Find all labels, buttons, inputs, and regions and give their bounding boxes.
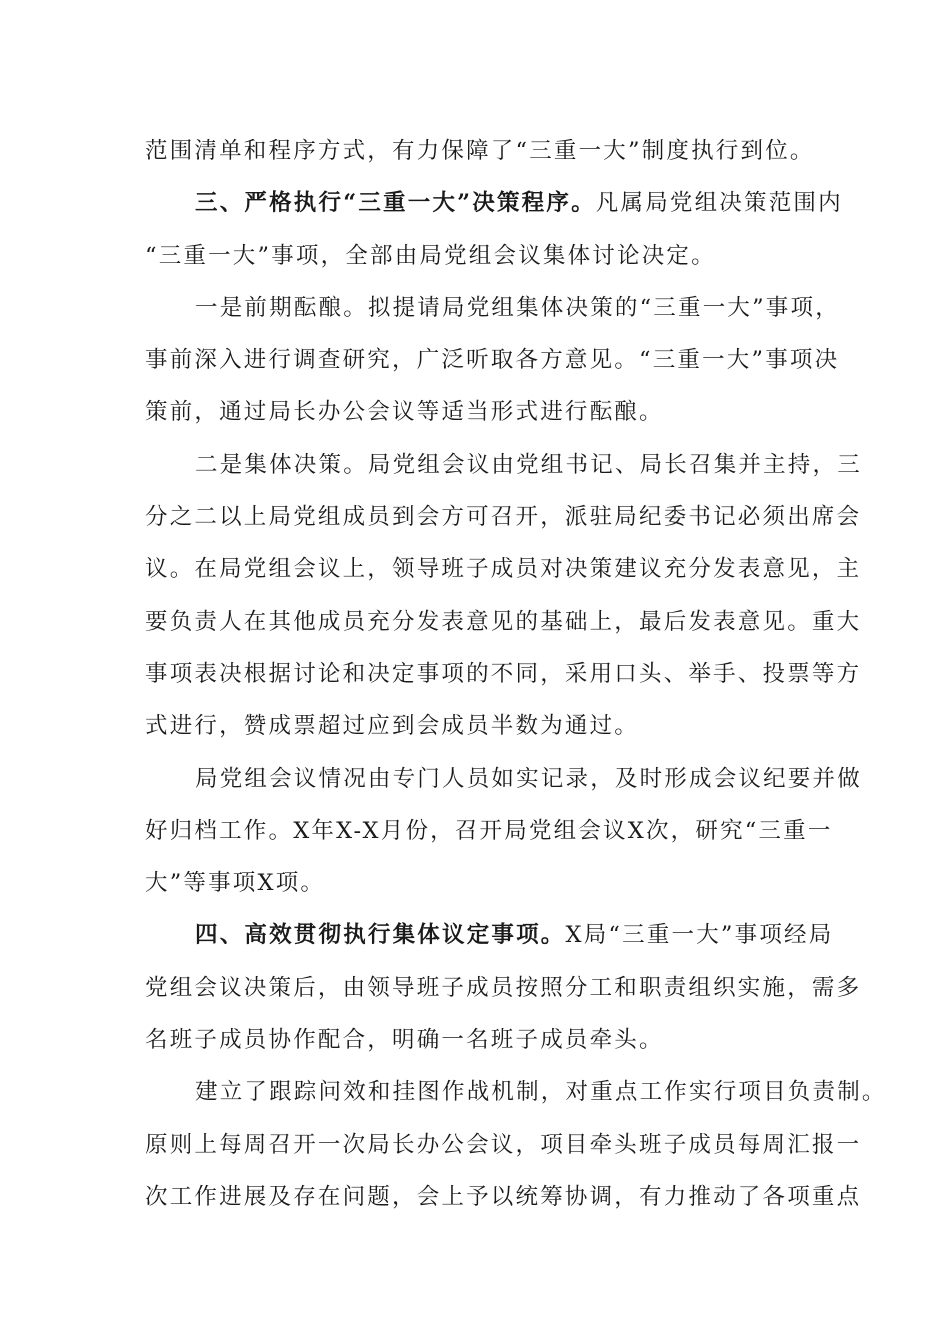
paragraph-line: 事前深入进行调查研究，广泛听取各方意见。“三重一大”事项决: [145, 347, 840, 374]
paragraph-line: 党组会议决策后，由领导班子成员按照分工和职责组织实施，需多: [145, 974, 862, 1001]
paragraph-first-line: 一是前期酝酿。拟提请局党组集体决策的“三重一大”事项，: [195, 294, 840, 321]
section-3-heading: 三、严格执行“三重一大”决策程序。: [195, 190, 596, 217]
paragraph-line: 事项表决根据讨论和决定事项的不同，采用口头、举手、投票等方: [145, 660, 862, 687]
section-3-text: 凡属局党组决策范围内: [595, 190, 843, 217]
paragraph-line: 大”等事项X项。: [145, 870, 326, 897]
paragraph-line: 名班子成员协作配合，明确一名班子成员牵头。: [145, 1027, 664, 1054]
document-body: [145, 125, 887, 1223]
paragraph-first-line: 局党组会议情况由专门人员如实记录，及时形成会议纪要并做: [195, 765, 862, 792]
paragraph-first-line: 建立了跟踪问效和挂图作战机制，对重点工作实行项目负责制。: [195, 1079, 887, 1106]
paragraph-first-line: 二是集体决策。局党组会议由党组书记、局长召集并主持，三: [195, 451, 862, 478]
section-4-text: X局“三重一大”事项经局: [565, 922, 834, 949]
paragraph-line: “三重一大”事项，全部由局党组会议集体讨论决定。: [145, 242, 716, 269]
paragraph-line: 原则上每周召开一次局长办公会议，项目牵头班子成员每周汇报一: [145, 1131, 862, 1158]
section-3-first-line: [145, 177, 843, 229]
section-4-heading: 四、高效贯彻执行集体议定事项。: [195, 922, 566, 949]
paragraph-line: 次工作进展及存在问题，会上予以统筹协调，有力推动了各项重点: [145, 1183, 862, 1210]
paragraph-line: 要负责人在其他成员充分发表意见的基础上，最后发表意见。重大: [145, 608, 862, 635]
paragraph-line: 好归档工作。X年X-X月份，召开局党组会议X次，研究“三重一: [145, 817, 833, 844]
paragraph-line: 议。在局党组会议上，领导班子成员对决策建议充分发表意见，主: [145, 556, 862, 583]
paragraph-line: 策前，通过局长办公会议等适当形式进行酝酿。: [145, 399, 664, 426]
paragraph-line: 式进行，赞成票超过应到会成员半数为通过。: [145, 713, 640, 740]
paragraph-line: 范围清单和程序方式，有力保障了“三重一大”制度执行到位。: [145, 138, 815, 164]
section-4-first-line: [145, 909, 834, 961]
paragraph-line: 分之二以上局党组成员到会方可召开，派驻局纪委书记必须出席会: [145, 504, 862, 531]
